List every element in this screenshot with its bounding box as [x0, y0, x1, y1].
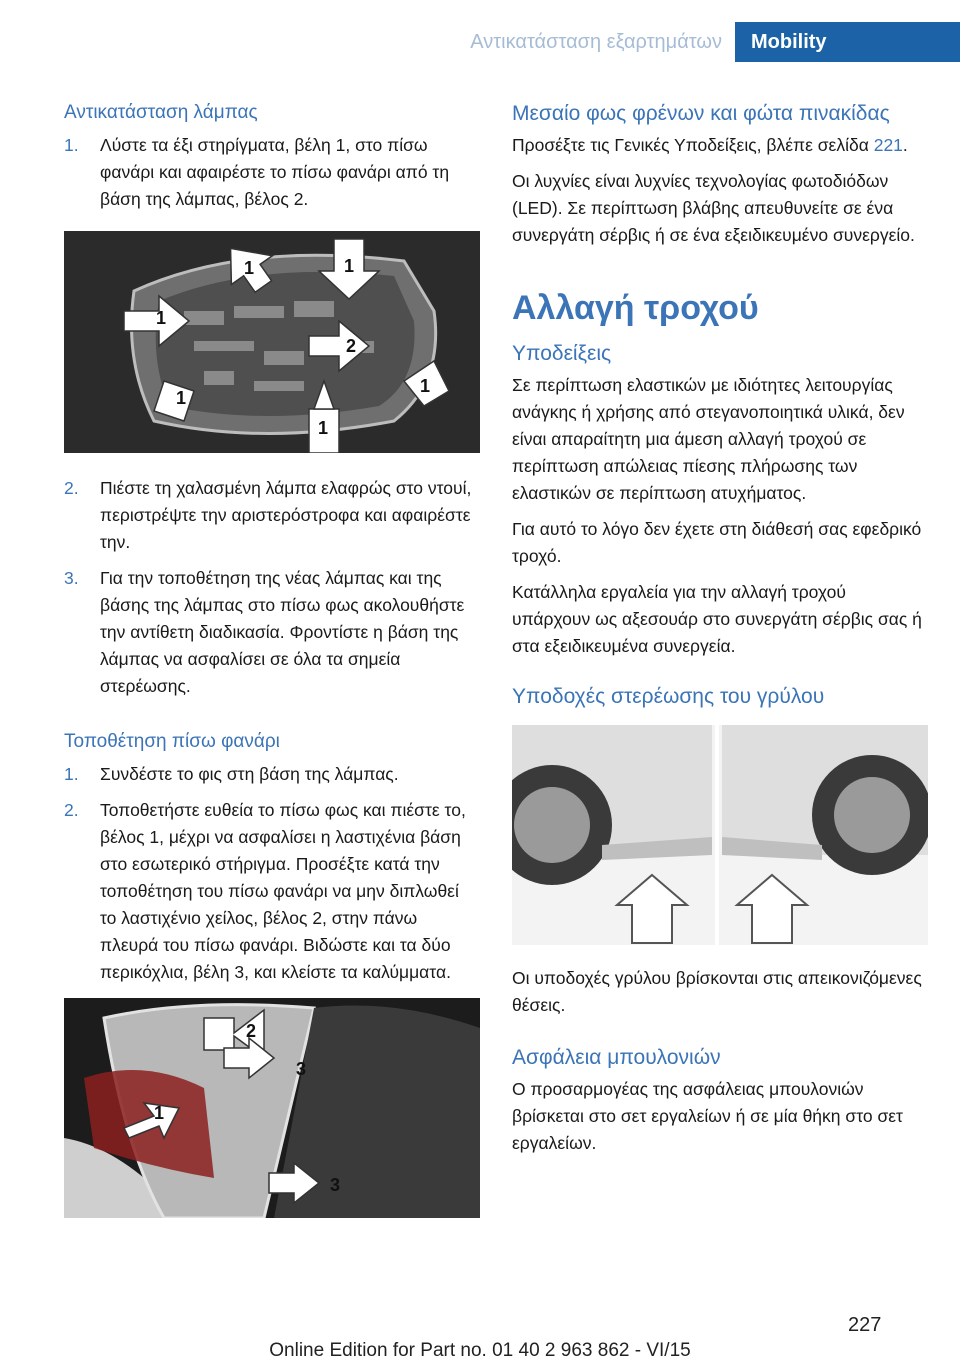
page-link[interactable]: 221	[873, 135, 903, 155]
paragraph: Προσέξτε τις Γενικές Υποδείξεις, βλέπε σελίδα 221.	[512, 135, 908, 155]
section-title: Αντικατάσταση εξαρτημάτων	[470, 31, 722, 53]
figure-label: 1	[419, 375, 430, 396]
heading-bulb-replacement: Αντικατάσταση λάμπας	[64, 102, 258, 123]
paragraph: Κατάλληλα εργαλεία για την αλλαγή τροχού υπάρχουν ως αξεσουάρ στο συνεργάτη σέρβις σας ή στα εξειδικευμένα συνεργεία.	[512, 582, 922, 656]
figure-label: 2	[245, 1020, 256, 1041]
figure-label: 2	[345, 335, 356, 356]
list-item: 2. Πιέστε τη χαλασμένη λάμπα ελαφρώς στο ντουί, περιστρέψτε την αριστερόστροφα και αφαιρέστε την.	[64, 478, 472, 552]
tail-light-illustration	[64, 231, 480, 453]
paragraph: Οι λυχνίες είναι λυχνίες τεχνολογίας φωτοδιόδων (LED). Σε περίπτωση βλάβης απευθυνείτε σε ένα συνεργάτη σέρβις ή σε ένα εξειδικευμένο συνεργείο.	[512, 171, 915, 245]
heading-notes: Υποδείξεις	[512, 342, 612, 365]
tail-light-install-figure	[64, 998, 480, 1218]
list-item: 1. Συνδέστε το φις στη βάση της λάμπας.	[64, 764, 399, 784]
jack-points-figure	[512, 725, 928, 945]
chapter-tab: Mobility	[735, 22, 960, 62]
paragraph: Οι υποδοχές γρύλου βρίσκονται στις απεικονιζόμενες θέσεις.	[512, 968, 922, 1015]
figure-label: 1	[153, 1102, 164, 1123]
list-item: 2. Τοποθετήστε ευθεία το πίσω φως και πιέστε το, βέλος 1, μέχρι να ασφαλίσει η λαστιχένια βάση στο εσωτερικό στήριγμα. Προσέξτε κατά την τοποθέτηση του πίσω φανάρι να μην διπλωθεί το λαστιχένιο χείλος, βέλος 2, στην πάνω πλευρά του πίσω φανάρι. Βιδώστε και τα δύο περικόχλια, βέλη 3, και κλείστε τα καλύμματα.	[64, 800, 466, 982]
left-column	[64, 100, 480, 1218]
list-item: 1. Λύστε τα έξι στηρίγματα, βέλη 1, στο πίσω φανάρι και αφαιρέστε το πίσω φανάρι από τη βάση της λάμπας, βέλος 2.	[64, 135, 450, 209]
paragraph: Σε περίπτωση ελαστικών με ιδιότητες λειτουργίας ανάγκης ή χρήσης από στεγανοποιητικά υλικά, δεν είναι απαραίτητη μια άμεση αλλαγή τροχού σε περίπτωση απώλειας πίεσης πλήρωσης των ελαστικών σε περίπτωση ατυχήματος.	[512, 375, 905, 503]
figure-label: 1	[175, 387, 186, 408]
figure-label: 1	[317, 417, 328, 438]
page-number: 227	[848, 1314, 882, 1336]
heading-install-tail-light: Τοποθέτηση πίσω φανάρι	[64, 731, 280, 752]
steps-list-2	[64, 475, 480, 700]
figure-label: 1	[243, 257, 254, 278]
paragraph: Ο προσαρμογέας της ασφάλειας μπουλονιών βρίσκεται στο σετ εργαλείων ή σε μία θήκη στο σετ εργαλείων.	[512, 1079, 903, 1153]
tail-light-figure	[64, 231, 480, 453]
page-header	[0, 0, 960, 62]
heading-jack-points: Υποδοχές στερέωσης του γρύλου	[512, 685, 825, 708]
right-column	[512, 100, 928, 1166]
figure-label: 3	[329, 1174, 340, 1195]
edition-footer: Online Edition for Part no. 01 40 2 963 862 - VI/15	[269, 1340, 691, 1361]
steps-list-3	[64, 761, 480, 986]
steps-list-1	[64, 132, 480, 213]
figure-label: 1	[343, 255, 354, 276]
jack-points-illustration	[512, 725, 928, 945]
figure-label: 1	[155, 307, 166, 328]
figure-label: 3	[295, 1058, 306, 1079]
paragraph: Για αυτό το λόγο δεν έχετε στη διάθεσή σας εφεδρικό τροχό.	[512, 519, 922, 566]
list-item: 3. Για την τοποθέτηση της νέας λάμπας και της βάσης της λάμπας στο πίσω φως ακολουθήστε την αντίθετη διαδικασία. Φροντίστε η βάση της λάμπας να ασφαλίσει σε όλα τα σημεία στερέωσης.	[64, 568, 465, 696]
heading-wheel-lock: Ασφάλεια μπουλονιών	[512, 1046, 721, 1069]
install-illustration	[64, 998, 480, 1218]
heading-brake-plate-lights: Μεσαίο φως φρένων και φώτα πινακίδας	[512, 102, 890, 125]
section-heading-wheel-change: Αλλαγή τροχού	[512, 289, 759, 327]
